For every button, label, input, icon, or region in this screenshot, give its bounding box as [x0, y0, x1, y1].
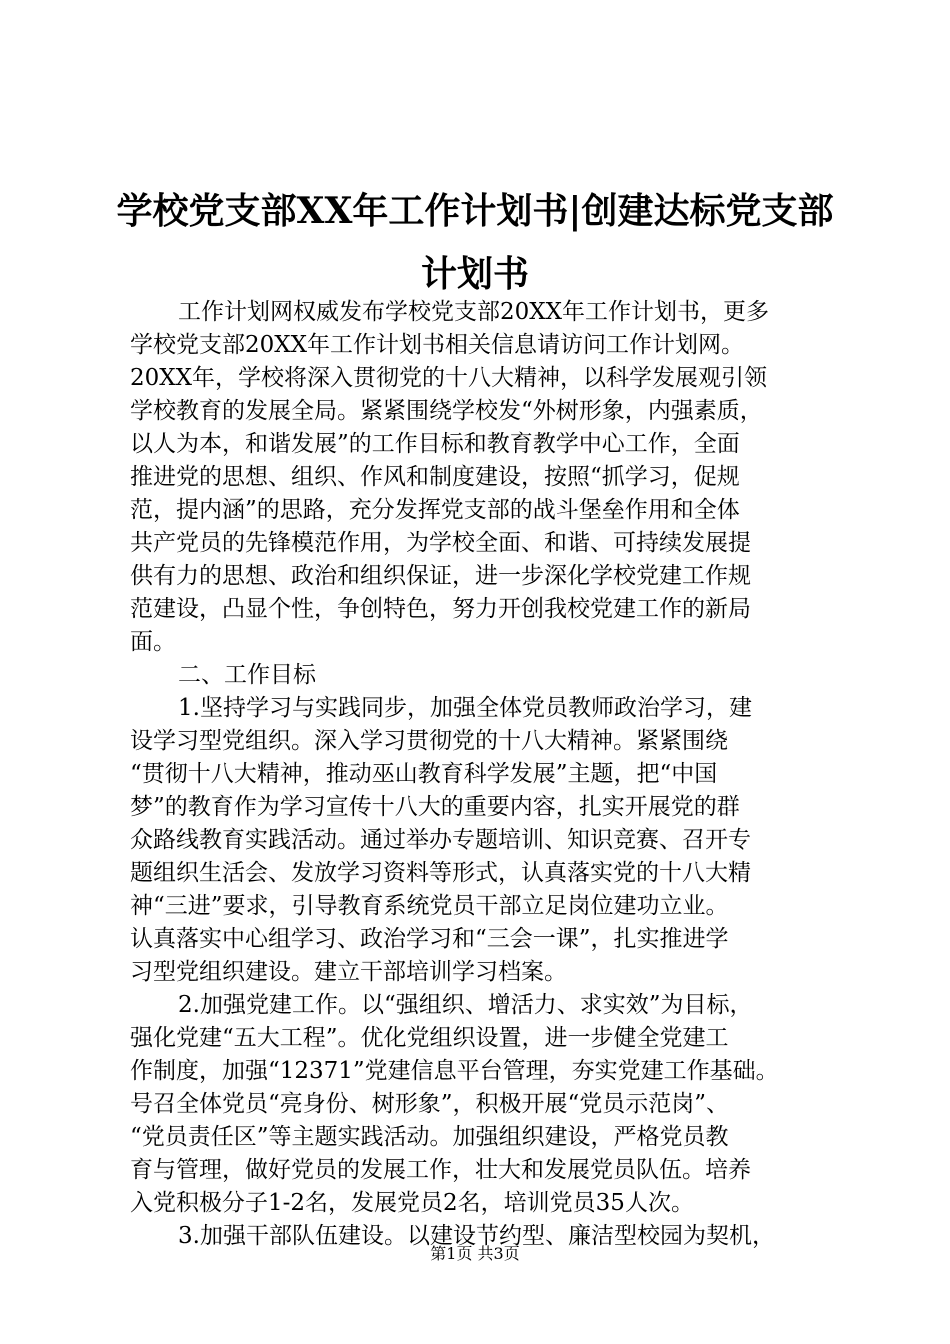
body-line: 号召全体党员“亮身份、树形象”，积极开展“党员示范岗”、 [130, 1091, 730, 1117]
body-line: 2.加强党建工作。以“强组织、增活力、求实效”为目标， [178, 992, 753, 1018]
section-heading: 二、工作目标 [178, 662, 316, 688]
document-title-line-2: 计划书 [420, 253, 529, 295]
body-line: 众路线教育实践活动。通过举办专题培训、知识竞赛、召开专 [130, 827, 751, 853]
body-line: 作制度，加强“12371”党建信息平台管理，夯实党建工作基础。 [130, 1058, 779, 1084]
body-line: 学校党支部20XX年工作计划书相关信息请访问工作计划网。 [130, 332, 745, 358]
body-line: 范，提内涵”的思路，充分发挥党支部的战斗堡垒作用和全体 [130, 497, 740, 523]
body-line: “党员责任区”等主题实践活动。加强组织建设，严格党员教 [130, 1124, 729, 1150]
body-line: 1.坚持学习与实践同步，加强全体党员教师政治学习，建 [178, 695, 752, 721]
document-title-line-1: 学校党支部XX年工作计划书|创建达标党支部 [116, 190, 834, 232]
body-line: 供有力的思想、政治和组织保证，进一步深化学校党建工作规 [130, 563, 751, 589]
body-line: 范建设，凸显个性，争创特色，努力开创我校党建工作的新局 [130, 596, 751, 622]
body-line: 梦”的教育作为学习宣传十八大的重要内容，扎实开展党的群 [130, 794, 740, 820]
body-line: 神“三进”要求，引导教育系统党员干部立足岗位建功立业。 [130, 893, 729, 919]
body-line: 工作计划网权威发布学校党支部20XX年工作计划书，更多 [178, 299, 770, 325]
body-line: “贯彻十八大精神，推动巫山教育科学发展”主题，把“中国 [130, 761, 718, 787]
page-number-footer: 第1页 共3页 [430, 1244, 520, 1263]
body-line: 题组织生活会、发放学习资料等形式，认真落实党的十八大精 [130, 860, 751, 886]
body-line: 学校教育的发展全局。紧紧围绕学校发“外树形象，内强素质， [130, 398, 763, 424]
body-line: 设学习型党组织。深入学习贯彻党的十八大精神。紧紧围绕 [130, 728, 728, 754]
body-line: 育与管理，做好党员的发展工作，壮大和发展党员队伍。培养 [130, 1157, 751, 1183]
body-line: 强化党建“五大工程”。优化党组织设置，进一步健全党建工 [130, 1025, 729, 1051]
body-line: 习型党组织建设。建立干部培训学习档案。 [130, 959, 567, 985]
body-line: 共产党员的先锋模范作用，为学校全面、和谐、可持续发展提 [130, 530, 751, 556]
body-line: 入党积极分子1-2名，发展党员2名，培训党员35人次。 [130, 1190, 694, 1216]
body-line: 20XX年，学校将深入贯彻党的十八大精神，以科学发展观引领 [130, 365, 768, 391]
body-line: 面。 [130, 629, 176, 655]
body-line: 推进党的思想、组织、作风和制度建设，按照“抓学习，促规 [130, 464, 740, 490]
document-body [130, 296, 844, 1253]
body-line: 以人为本，和谐发展”的工作目标和教育教学中心工作，全面 [130, 431, 740, 457]
body-line: 认真落实中心组学习、政治学习和“三会一课”，扎实推进学 [130, 926, 729, 952]
body-line: 3.加强干部队伍建设。以建设节约型、廉洁型校园为契机， [178, 1223, 775, 1249]
